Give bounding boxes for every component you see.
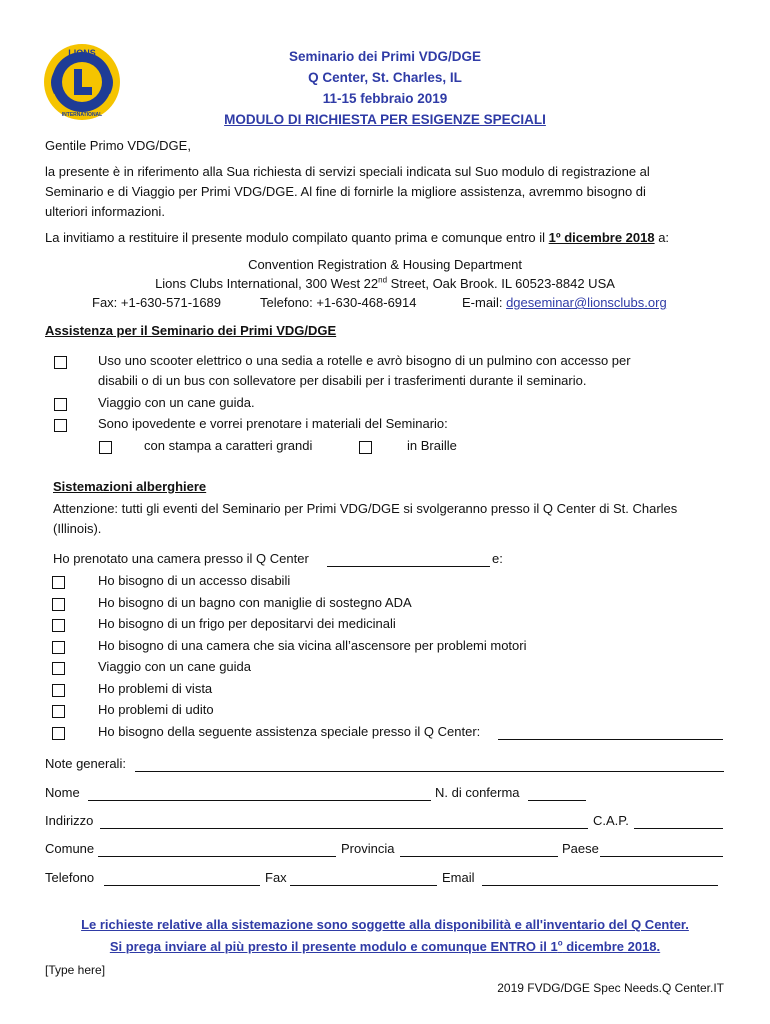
email-link[interactable]: dgeseminar@lionsclubs.org [506,295,667,310]
header-location: Q Center, St. Charles, IL [308,70,462,85]
hotel-booked-suffix: e: [492,551,503,566]
name-field[interactable] [88,800,431,801]
contact-fax: Fax: +1-630-571-1689 [92,295,222,310]
checkbox-grab-bars[interactable] [52,598,65,611]
seminar-item-2: Viaggio con un cane guida. [98,395,255,410]
notes-field[interactable] [135,771,724,772]
contact-address: Lions Clubs International, 300 West 22nd Street, Oak Brook. IL 60523-8842 USA [155,275,615,291]
confirm-field[interactable] [528,800,586,801]
province-label: Provincia [341,841,395,856]
type-here-placeholder: [Type here] [45,963,106,977]
hotel-booked-label: Ho prenotato una camera presso il Q Center [53,551,309,566]
seminar-item-1-l1: Uso uno scooter elettrico o una sedia a rotelle e avrò bisogno di un pulmino con accesso per [98,353,631,368]
checkbox-near-elevator[interactable] [52,641,65,654]
intro-line-3: ulteriori informazioni. [45,204,165,219]
fax-label: Fax [265,870,287,885]
svg-text:LIONS: LIONS [68,48,96,58]
checkbox-guide-dog-hotel[interactable] [52,662,65,675]
availability-note: Le richieste relative alla sistemazione sono soggette alla disponibilità e all'inventario del Q Center. [81,917,689,932]
contact-dept: Convention Registration & Housing Department [248,257,522,272]
country-field[interactable] [600,856,723,857]
hotel-item: Ho bisogno di un bagno con maniglie di sostegno ADA [98,595,412,610]
other-assistance-field[interactable] [498,739,723,740]
hotel-item: Ho bisogno della seguente assistenza speciale presso il Q Center: [98,724,481,739]
checkbox-large-print[interactable] [99,441,112,454]
checkbox-vision[interactable] [52,684,65,697]
option-braille: in Braille [407,438,457,453]
contact-email: E-mail: dgeseminar@lionsclubs.org [462,295,667,310]
notes-label: Note generali: [45,756,126,771]
deadline-date: 1º dicembre 2018 [548,230,655,245]
hotel-item: Ho problemi di udito [98,702,214,717]
address-label: Indirizzo [45,813,94,828]
checkbox-other-assistance[interactable] [52,727,65,740]
checkbox-hearing[interactable] [52,705,65,718]
intro-line-1: la presente è in riferimento alla Sua richiesta di servizi speciali indicata sul Suo modulo di registrazione al [45,164,650,179]
send-deadline-note: Si prega inviare al più presto il presente modulo e comunque ENTRO il 1$^o$ dicembre 2018. [109,938,661,954]
confirm-label: N. di conferma [435,785,520,800]
city-field[interactable] [98,856,336,857]
document-code: 2019 FVDG/DGE Spec Needs.Q Center.IT [497,981,724,995]
email-label: Email [442,870,475,885]
header-dates: 11-15 febbraio 2019 [322,91,448,106]
country-label: Paese [562,841,599,856]
hotel-item: Viaggio con un cane guida [98,659,251,674]
email-field[interactable] [482,885,718,886]
contact-phone: Telefono: +1-630-468-6914 [260,295,417,310]
hotel-item: Ho bisogno di una camera che sia vicina all’ascensore per problemi motori [98,638,527,653]
intro-line-2: Seminario e di Viaggio per Primi VDG/DGE. Al fine di fornirle la migliore assistenza, avremmo bisogno di [45,184,646,199]
seminar-item-3: Sono ipovedente e vorrei prenotare i materiali del Seminario: [98,416,448,431]
checkbox-braille[interactable] [359,441,372,454]
seminar-item-1-l2: disabili o di un bus con sollevatore per disabili per i trasferimenti durante il seminario. [98,373,587,388]
province-field[interactable] [400,856,558,857]
hotel-item: Ho problemi di vista [98,681,213,696]
fax-field[interactable] [290,885,437,886]
deadline-text: La invitiamo a restituire il presente modulo compilato quanto prima e comunque entro il 1º dicembre 2018 a: [45,230,670,245]
phone-label: Telefono [45,870,95,885]
checkbox-guide-dog[interactable] [54,398,67,411]
seminar-section-title: Assistenza per il Seminario dei Primi VDG/DGE [45,323,337,338]
header-title: Seminario dei Primi VDG/DGE [288,49,482,64]
hotel-name-field[interactable] [327,566,490,567]
city-label: Comune [45,841,95,856]
hotel-item: Ho bisogno di un accesso disabili [98,573,291,588]
phone-field[interactable] [104,885,260,886]
checkbox-accessible[interactable] [52,576,65,589]
hotel-note-l2: (Illinois). [53,521,102,536]
zip-field[interactable] [634,828,723,829]
checkbox-visually-impaired[interactable] [54,419,67,432]
checkbox-fridge[interactable] [52,619,65,632]
checkbox-scooter[interactable] [54,356,67,369]
hotel-section-title: Sistemazioni alberghiere [53,479,207,494]
name-label: Nome [45,785,80,800]
svg-text:INTERNATIONAL: INTERNATIONAL [61,112,103,118]
address-field[interactable] [100,828,588,829]
option-large-print: con stampa a caratteri grandi [144,438,313,453]
greeting: Gentile Primo VDG/DGE, [45,138,191,153]
form-title: MODULO DI RICHIESTA PER ESIGENZE SPECIALI [224,112,546,127]
hotel-note-l1: Attenzione: tutti gli eventi del Seminario per Primi VDG/DGE si svolgeranno presso il Q Center di St. Charles [53,501,678,516]
hotel-item: Ho bisogno di un frigo per depositarvi dei medicinali [98,616,396,631]
zip-label: C.A.P. [593,813,629,828]
